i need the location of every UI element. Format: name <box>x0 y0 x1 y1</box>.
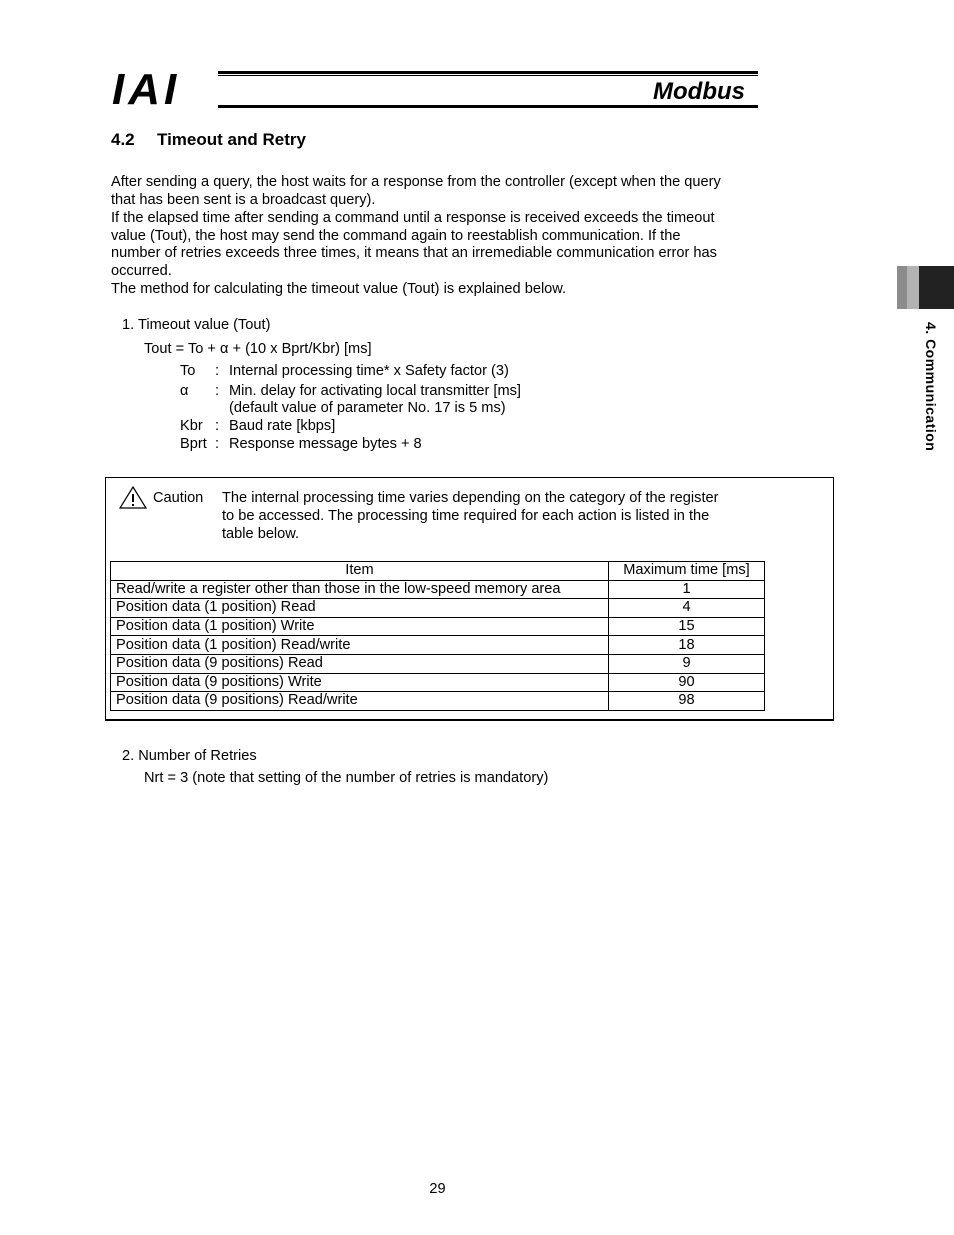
table-cell-time: 4 <box>609 599 765 618</box>
definition-sep: : <box>215 436 220 452</box>
table-row <box>111 692 765 711</box>
manual-title: Modbus <box>653 78 745 105</box>
caution-label: Caution <box>153 490 204 506</box>
table-cell-time: 1 <box>609 580 765 599</box>
table-row <box>111 617 765 636</box>
timeout-formula: Tout = To + α + (10 x Bprt/Kbr) [ms] <box>144 341 372 357</box>
table-header-max-time: Maximum time [ms] <box>609 562 765 581</box>
item1-heading: 1. Timeout value (Tout) <box>122 317 271 333</box>
intro-line: number of retries exceeds three times, it means that an irremediable communication error has <box>111 245 717 261</box>
intro-line: If the elapsed time after sending a command until a response is received exceeds the timeout <box>111 210 715 226</box>
intro-line: occurred. <box>111 263 172 279</box>
iai-logo: IAI <box>112 65 181 114</box>
warning-triangle-icon <box>118 485 148 511</box>
chapter-tab-marker <box>897 266 907 309</box>
caution-line: to be accessed. The processing time required for each action is listed in the <box>222 508 710 524</box>
intro-line: value (Tout), the host may send the command again to reestablish communication. If the <box>111 228 681 244</box>
chapter-tab-marker-dark <box>919 266 954 309</box>
table-header-row <box>111 562 765 581</box>
table-cell-time: 98 <box>609 692 765 711</box>
table-cell-time: 90 <box>609 673 765 692</box>
definition-desc: Response message bytes + 8 <box>229 436 422 452</box>
header-rule-top <box>218 71 758 74</box>
table-cell-item: Position data (1 position) Write <box>111 617 609 636</box>
intro-line: After sending a query, the host waits for a response from the controller (except when the query <box>111 174 721 190</box>
intro-line: The method for calculating the timeout value (Tout) is explained below. <box>111 281 567 297</box>
caution-line: The internal processing time varies depending on the category of the register <box>222 490 719 506</box>
definition-desc: Internal processing time* x Safety factor (3) <box>229 363 509 379</box>
intro-line: that has been sent is a broadcast query). <box>111 192 376 208</box>
caution-line: table below. <box>222 526 300 542</box>
definition-desc: Min. delay for activating local transmitter [ms] <box>229 383 521 399</box>
page-number: 29 <box>429 1181 446 1197</box>
section-number: 4.2 <box>111 130 135 149</box>
table-cell-item: Position data (1 position) Read <box>111 599 609 618</box>
section-title: Timeout and Retry <box>157 130 306 149</box>
chapter-tab-label: 4. Communication <box>923 322 939 452</box>
table-row <box>111 636 765 655</box>
definition-desc: Baud rate [kbps] <box>229 418 336 434</box>
header-rule-top-thin <box>218 75 758 76</box>
definition-desc: (default value of parameter No. 17 is 5 ms) <box>229 400 506 416</box>
table-cell-time: 15 <box>609 617 765 636</box>
processing-time-table <box>110 561 765 711</box>
table-row <box>111 673 765 692</box>
chapter-tab-marker-mid <box>907 266 919 309</box>
table-cell-item: Read/write a register other than those in the low-speed memory area <box>111 580 609 599</box>
definition-term: To <box>180 363 196 379</box>
table-row <box>111 654 765 673</box>
table-cell-item: Position data (9 positions) Write <box>111 673 609 692</box>
item2-heading: 2. Number of Retries <box>122 748 257 764</box>
table-row <box>111 580 765 599</box>
table-cell-item: Position data (9 positions) Read <box>111 654 609 673</box>
table-cell-item: Position data (1 position) Read/write <box>111 636 609 655</box>
table-header-item: Item <box>111 562 609 581</box>
definition-term: α <box>180 383 189 399</box>
definition-sep: : <box>215 418 220 434</box>
section-heading <box>111 130 306 150</box>
table-row <box>111 599 765 618</box>
definition-term: Bprt <box>180 436 207 452</box>
definition-sep: : <box>215 383 220 399</box>
table-cell-time: 9 <box>609 654 765 673</box>
definition-term: Kbr <box>180 418 203 434</box>
table-cell-time: 18 <box>609 636 765 655</box>
retries-text: Nrt = 3 (note that setting of the number of retries is mandatory) <box>144 770 549 786</box>
table-cell-item: Position data (9 positions) Read/write <box>111 692 609 711</box>
definition-sep: : <box>215 363 220 379</box>
